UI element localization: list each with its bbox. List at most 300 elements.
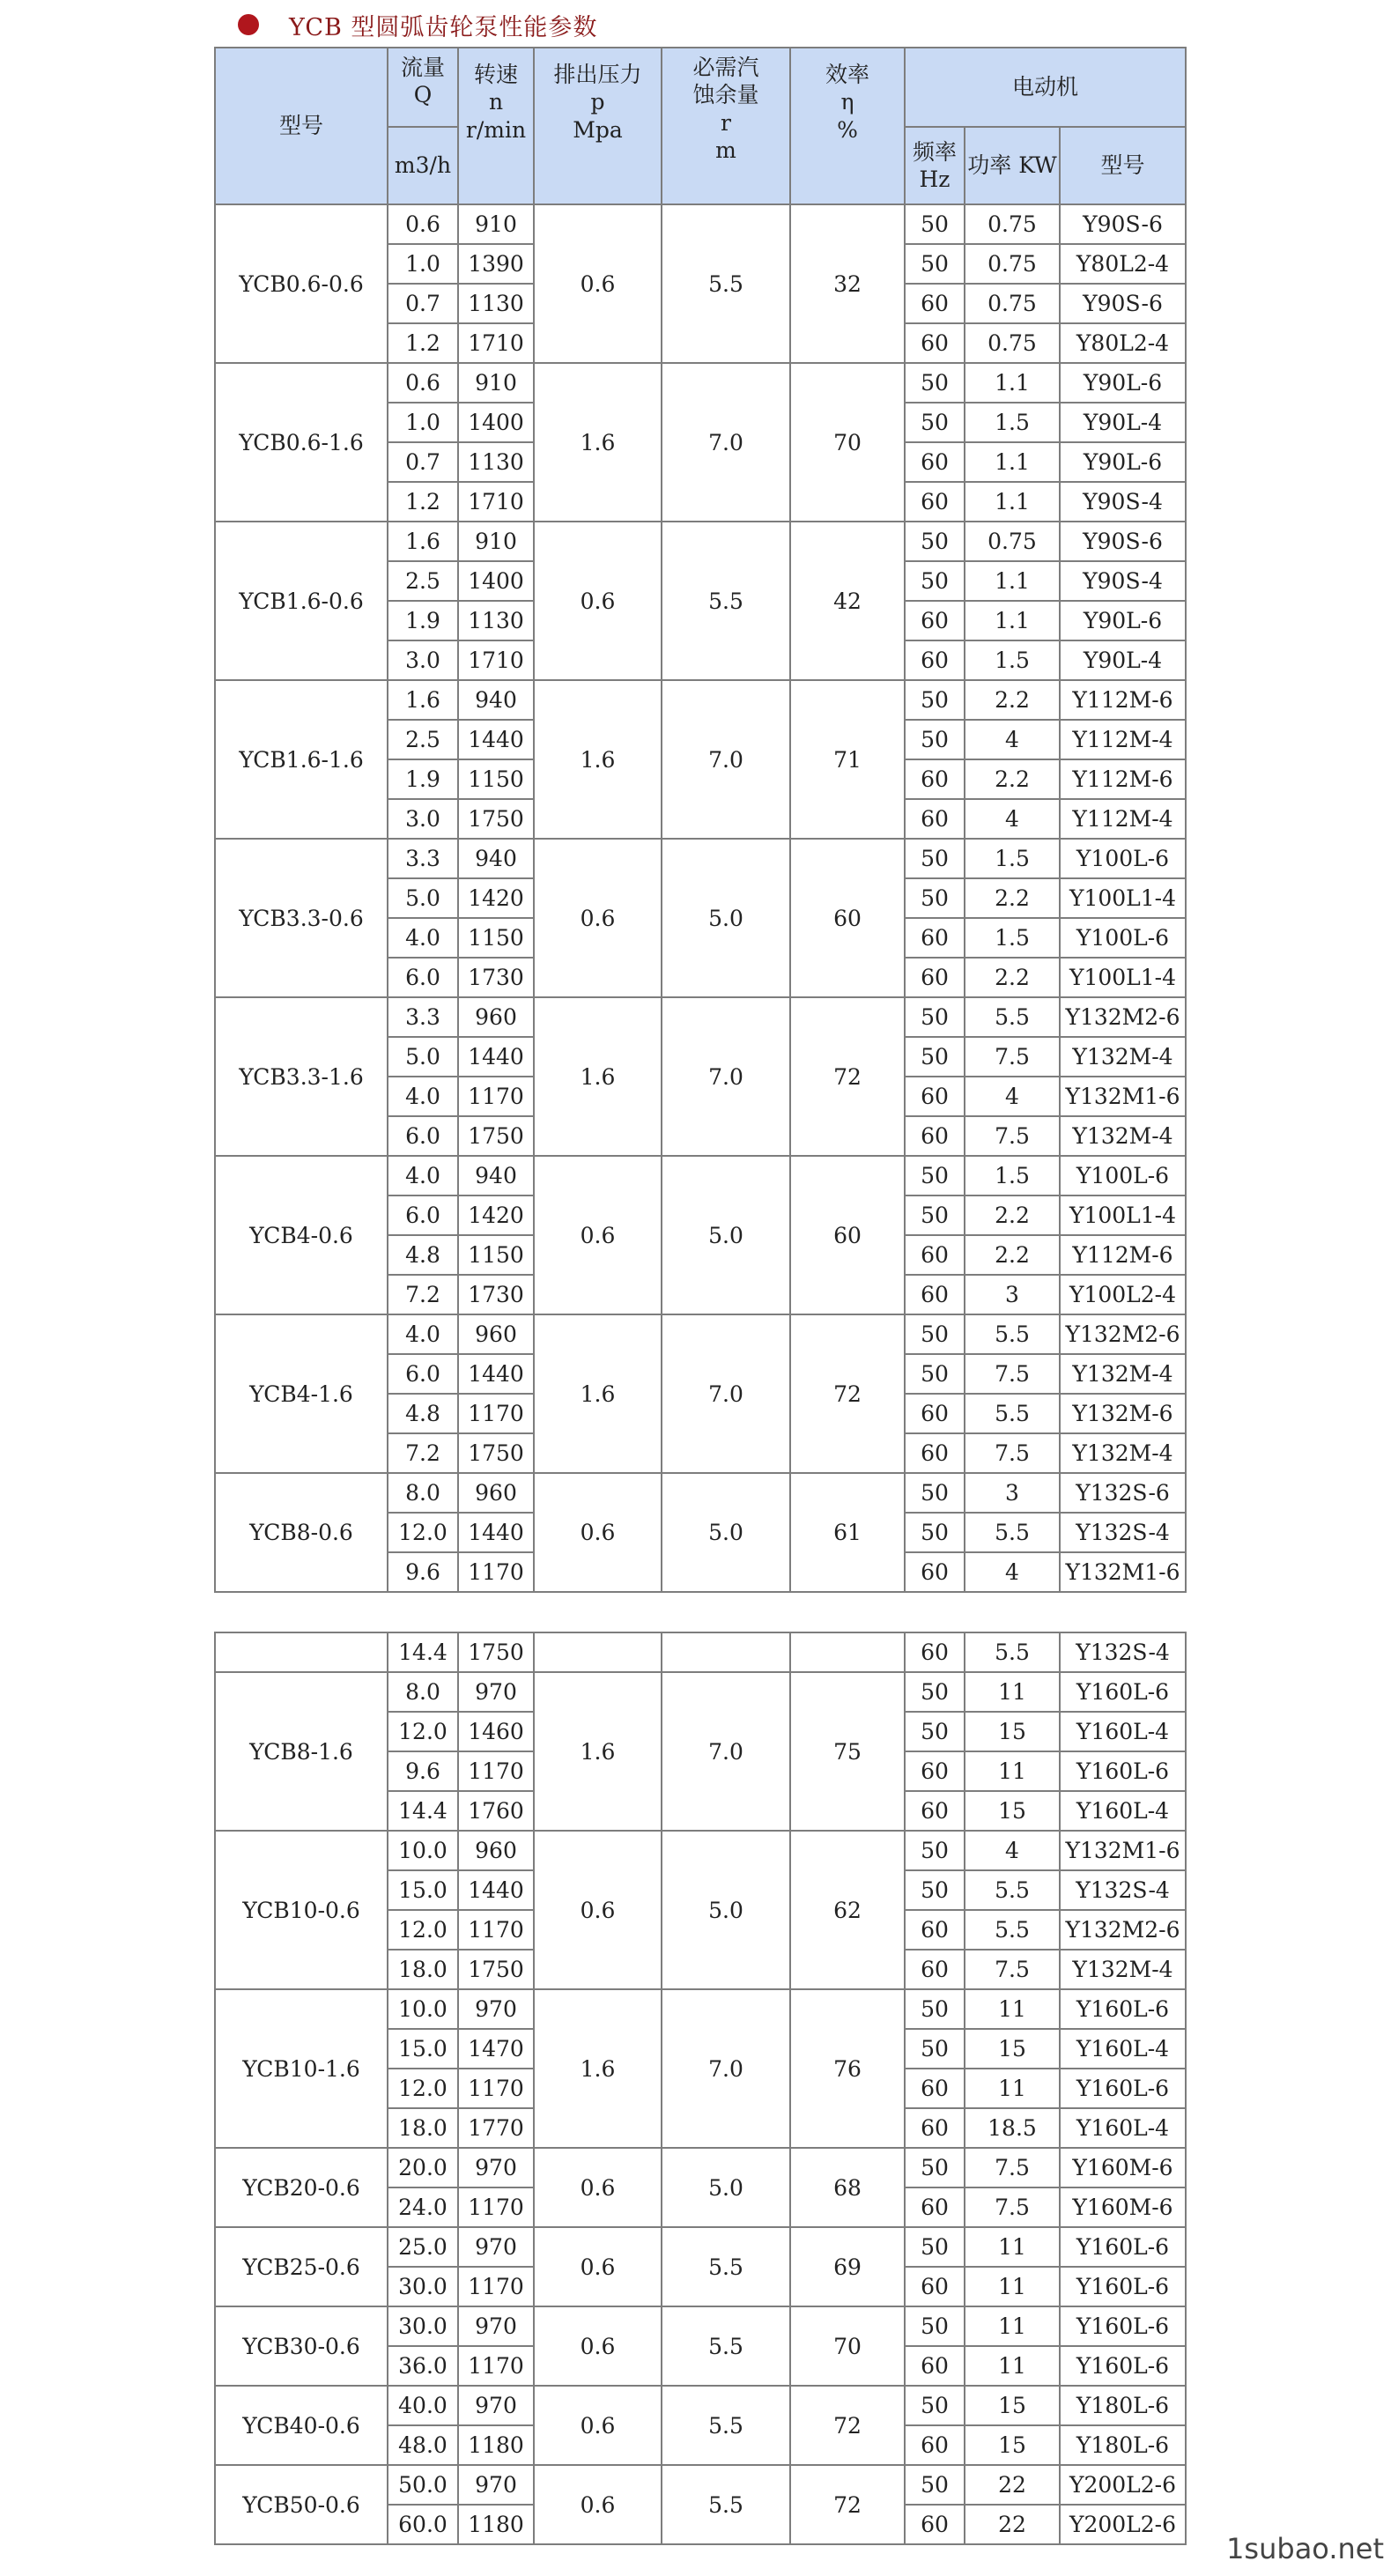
flow-cell: 7.2 (388, 1433, 458, 1473)
freq-cell: 50 (905, 720, 965, 759)
pressure-cell: 0.6 (534, 522, 662, 680)
motor-model-cell: Y90L-6 (1060, 363, 1186, 403)
speed-cell: 970 (458, 2227, 534, 2267)
table-row (215, 522, 1186, 561)
npsh-cell: 7.0 (662, 997, 790, 1156)
flow-cell: 1.9 (388, 601, 458, 640)
flow-cell: 0.7 (388, 442, 458, 482)
motor-model-cell: Y160L-4 (1060, 1791, 1186, 1831)
table-row (215, 1156, 1186, 1195)
table-row (215, 204, 1186, 244)
flow-cell: 25.0 (388, 2227, 458, 2267)
flow-cell: 4.0 (388, 918, 458, 958)
pressure-cell: 1.6 (534, 1672, 662, 1831)
motor-model-cell: Y132M1-6 (1060, 1831, 1186, 1870)
speed-cell: 970 (458, 1672, 534, 1712)
speed-cell: 1170 (458, 2267, 534, 2306)
power-cell: 5.5 (965, 997, 1060, 1037)
freq-cell: 60 (905, 1632, 965, 1672)
freq-cell: 60 (905, 601, 965, 640)
power-cell: 11 (965, 1989, 1060, 2029)
flow-cell: 18.0 (388, 2108, 458, 2148)
freq-cell: 60 (905, 2069, 965, 2108)
speed-cell: 1150 (458, 759, 534, 799)
efficiency-cell: 62 (790, 1831, 905, 1989)
speed-cell: 970 (458, 2465, 534, 2505)
header-power: 功率 KW (965, 127, 1060, 204)
speed-cell: 1750 (458, 799, 534, 839)
flow-cell: 3.0 (388, 799, 458, 839)
flow-cell: 9.6 (388, 1552, 458, 1592)
flow-cell: 1.0 (388, 244, 458, 284)
model-cell: YCB0.6-1.6 (215, 363, 388, 522)
model-cell: YCB30-0.6 (215, 2306, 388, 2386)
freq-cell: 50 (905, 1473, 965, 1513)
freq-cell: 60 (905, 1910, 965, 1950)
power-cell: 11 (965, 2267, 1060, 2306)
freq-cell: 50 (905, 680, 965, 720)
flow-cell: 12.0 (388, 2069, 458, 2108)
header-speed-unit: r/min (465, 116, 527, 143)
speed-cell: 1710 (458, 482, 534, 522)
power-cell: 2.2 (965, 680, 1060, 720)
power-cell: 5.5 (965, 1870, 1060, 1910)
speed-cell: 1170 (458, 2069, 534, 2108)
freq-cell: 50 (905, 363, 965, 403)
flow-cell: 12.0 (388, 1910, 458, 1950)
flow-cell: 9.6 (388, 1751, 458, 1791)
empty-cell (534, 1632, 662, 1672)
flow-cell: 8.0 (388, 1672, 458, 1712)
speed-cell: 1730 (458, 1275, 534, 1314)
power-cell: 5.5 (965, 1314, 1060, 1354)
freq-cell: 50 (905, 1195, 965, 1235)
flow-cell: 2.5 (388, 720, 458, 759)
flow-cell: 7.2 (388, 1275, 458, 1314)
freq-cell: 60 (905, 1116, 965, 1156)
motor-model-cell: Y200L2-6 (1060, 2505, 1186, 2544)
motor-model-cell: Y132M2-6 (1060, 1314, 1186, 1354)
power-cell: 5.5 (965, 1513, 1060, 1552)
motor-model-cell: Y160L-6 (1060, 1751, 1186, 1791)
speed-cell: 1130 (458, 284, 534, 323)
header-flow-label: 流量 (400, 55, 445, 80)
npsh-cell: 5.0 (662, 2148, 790, 2227)
title-bar (238, 7, 597, 42)
power-cell: 7.5 (965, 1950, 1060, 1989)
header-speed-symbol: n (488, 89, 504, 115)
power-cell: 1.5 (965, 839, 1060, 878)
efficiency-cell: 69 (790, 2227, 905, 2306)
flow-cell: 0.7 (388, 284, 458, 323)
npsh-cell: 5.5 (662, 2465, 790, 2544)
speed-cell: 1170 (458, 2187, 534, 2227)
speed-cell: 940 (458, 680, 534, 720)
pressure-cell: 1.6 (534, 1314, 662, 1473)
header-pressure (534, 48, 662, 204)
freq-cell: 60 (905, 1275, 965, 1314)
freq-cell: 60 (905, 1950, 965, 1989)
flow-cell: 8.0 (388, 1473, 458, 1513)
freq-cell: 60 (905, 1552, 965, 1592)
motor-model-cell: Y90S-6 (1060, 284, 1186, 323)
speed-cell: 1130 (458, 601, 534, 640)
speed-cell: 1170 (458, 1751, 534, 1791)
flow-cell: 24.0 (388, 2187, 458, 2227)
flow-cell: 5.0 (388, 878, 458, 918)
power-cell: 22 (965, 2465, 1060, 2505)
flow-cell: 14.4 (388, 1632, 458, 1672)
pressure-cell: 0.6 (534, 1831, 662, 1989)
table-row (215, 1632, 1186, 1672)
freq-cell: 60 (905, 482, 965, 522)
freq-cell: 50 (905, 1712, 965, 1751)
power-cell: 1.5 (965, 403, 1060, 442)
power-cell: 0.75 (965, 244, 1060, 284)
freq-cell: 50 (905, 1870, 965, 1910)
npsh-cell: 5.5 (662, 2227, 790, 2306)
speed-cell: 970 (458, 2386, 534, 2425)
power-cell: 11 (965, 2069, 1060, 2108)
motor-model-cell: Y160L-6 (1060, 1989, 1186, 2029)
flow-cell: 6.0 (388, 1116, 458, 1156)
flow-cell: 3.3 (388, 997, 458, 1037)
motor-model-cell: Y80L2-4 (1060, 323, 1186, 363)
freq-cell: 50 (905, 1831, 965, 1870)
speed-cell: 1760 (458, 1791, 534, 1831)
power-cell: 2.2 (965, 759, 1060, 799)
speed-cell: 1170 (458, 2346, 534, 2386)
flow-cell: 1.9 (388, 759, 458, 799)
speed-cell: 960 (458, 1314, 534, 1354)
motor-model-cell: Y90L-6 (1060, 601, 1186, 640)
speed-cell: 1440 (458, 720, 534, 759)
flow-cell: 4.8 (388, 1394, 458, 1433)
flow-cell: 0.6 (388, 204, 458, 244)
flow-cell: 3.3 (388, 839, 458, 878)
table-row (215, 1989, 1186, 2029)
table-row (215, 1473, 1186, 1513)
motor-model-cell: Y160L-6 (1060, 2069, 1186, 2108)
flow-cell: 4.0 (388, 1077, 458, 1116)
motor-model-cell: Y112M-6 (1060, 680, 1186, 720)
power-cell: 15 (965, 2425, 1060, 2465)
pressure-cell: 1.6 (534, 680, 662, 839)
motor-model-cell: Y160L-6 (1060, 1672, 1186, 1712)
freq-cell: 60 (905, 1394, 965, 1433)
efficiency-cell: 72 (790, 2465, 905, 2544)
flow-cell: 40.0 (388, 2386, 458, 2425)
model-cell: YCB50-0.6 (215, 2465, 388, 2544)
npsh-cell: 5.5 (662, 2386, 790, 2465)
freq-cell: 50 (905, 522, 965, 561)
freq-cell: 50 (905, 2227, 965, 2267)
model-cell: YCB10-1.6 (215, 1989, 388, 2148)
flow-cell: 2.5 (388, 561, 458, 601)
bullet-icon (238, 14, 259, 35)
motor-model-cell: Y200L2-6 (1060, 2465, 1186, 2505)
speed-cell: 1180 (458, 2505, 534, 2544)
freq-cell: 50 (905, 1989, 965, 2029)
header-efficiency-unit: % (837, 116, 858, 143)
speed-cell: 910 (458, 363, 534, 403)
power-cell: 1.1 (965, 482, 1060, 522)
freq-cell: 50 (905, 244, 965, 284)
npsh-cell: 7.0 (662, 1672, 790, 1831)
speed-cell: 1440 (458, 1037, 534, 1077)
table-row (215, 2306, 1186, 2346)
power-cell: 11 (965, 2346, 1060, 2386)
header-npsh-unit: m (715, 137, 736, 163)
freq-cell: 60 (905, 284, 965, 323)
motor-model-cell: Y132S-6 (1060, 1473, 1186, 1513)
speed-cell: 1170 (458, 1910, 534, 1950)
power-cell: 1.1 (965, 561, 1060, 601)
flow-cell: 4.0 (388, 1314, 458, 1354)
model-cell: YCB10-0.6 (215, 1831, 388, 1989)
motor-model-cell: Y100L1-4 (1060, 958, 1186, 997)
npsh-cell: 7.0 (662, 1314, 790, 1473)
freq-cell: 50 (905, 997, 965, 1037)
table-row (215, 2386, 1186, 2425)
motor-model-cell: Y112M-4 (1060, 799, 1186, 839)
motor-model-cell: Y160L-4 (1060, 1712, 1186, 1751)
speed-cell: 1710 (458, 640, 534, 680)
header-pressure-symbol: p (590, 89, 605, 115)
model-cell: YCB8-0.6 (215, 1473, 388, 1592)
flow-cell: 1.2 (388, 482, 458, 522)
power-cell: 1.5 (965, 1156, 1060, 1195)
freq-cell: 60 (905, 2425, 965, 2465)
speed-cell: 1440 (458, 1513, 534, 1552)
motor-model-cell: Y160L-6 (1060, 2306, 1186, 2346)
efficiency-cell: 42 (790, 522, 905, 680)
flow-cell: 6.0 (388, 1354, 458, 1394)
flow-cell: 1.6 (388, 522, 458, 561)
speed-cell: 1750 (458, 1116, 534, 1156)
table-row (215, 680, 1186, 720)
flow-cell: 60.0 (388, 2505, 458, 2544)
power-cell: 3 (965, 1473, 1060, 1513)
flow-cell: 10.0 (388, 1989, 458, 2029)
table-row (215, 1672, 1186, 1712)
speed-cell: 1150 (458, 918, 534, 958)
flow-cell: 36.0 (388, 2346, 458, 2386)
efficiency-cell: 70 (790, 363, 905, 522)
power-cell: 4 (965, 799, 1060, 839)
motor-model-cell: Y90L-4 (1060, 403, 1186, 442)
npsh-cell: 5.5 (662, 2306, 790, 2386)
power-cell: 7.5 (965, 1433, 1060, 1473)
speed-cell: 1400 (458, 561, 534, 601)
table-row (215, 1831, 1186, 1870)
flow-cell: 14.4 (388, 1791, 458, 1831)
empty-cell (215, 1632, 388, 1672)
spec-table-2 (214, 1632, 1187, 2545)
flow-cell: 12.0 (388, 1513, 458, 1552)
motor-model-cell: Y160M-6 (1060, 2187, 1186, 2227)
motor-model-cell: Y90S-6 (1060, 522, 1186, 561)
speed-cell: 1750 (458, 1433, 534, 1473)
model-cell: YCB3.3-1.6 (215, 997, 388, 1156)
pressure-cell: 1.6 (534, 997, 662, 1156)
spec-table-1 (214, 47, 1187, 1593)
model-cell: YCB40-0.6 (215, 2386, 388, 2465)
motor-model-cell: Y132M-4 (1060, 1433, 1186, 1473)
motor-model-cell: Y112M-6 (1060, 759, 1186, 799)
npsh-cell: 5.5 (662, 522, 790, 680)
header-pressure-label: 排出压力 (553, 62, 642, 87)
efficiency-cell: 32 (790, 204, 905, 363)
motor-model-cell: Y132M2-6 (1060, 997, 1186, 1037)
power-cell: 5.5 (965, 1394, 1060, 1433)
header-npsh (662, 48, 790, 204)
motor-model-cell: Y160L-6 (1060, 2227, 1186, 2267)
motor-model-cell: Y132M-4 (1060, 1037, 1186, 1077)
speed-cell: 970 (458, 2306, 534, 2346)
power-cell: 18.5 (965, 2108, 1060, 2148)
motor-model-cell: Y160L-6 (1060, 2267, 1186, 2306)
header-pressure-unit: Mpa (573, 116, 623, 143)
npsh-cell: 5.0 (662, 1156, 790, 1314)
power-cell: 11 (965, 1751, 1060, 1791)
flow-cell: 20.0 (388, 2148, 458, 2187)
npsh-cell: 5.0 (662, 1831, 790, 1989)
freq-cell: 60 (905, 1077, 965, 1116)
flow-cell: 1.6 (388, 680, 458, 720)
flow-cell: 4.8 (388, 1235, 458, 1275)
motor-model-cell: Y132M1-6 (1060, 1077, 1186, 1116)
power-cell: 2.2 (965, 878, 1060, 918)
efficiency-cell: 70 (790, 2306, 905, 2386)
header-freq (905, 127, 965, 204)
table-body-2 (215, 1632, 1186, 2544)
npsh-cell: 5.5 (662, 204, 790, 363)
speed-cell: 1440 (458, 1354, 534, 1394)
motor-model-cell: Y90L-4 (1060, 640, 1186, 680)
power-cell: 0.75 (965, 284, 1060, 323)
efficiency-cell: 76 (790, 1989, 905, 2148)
flow-cell: 3.0 (388, 640, 458, 680)
power-cell: 15 (965, 1712, 1060, 1751)
power-cell: 0.75 (965, 204, 1060, 244)
table-row (215, 1314, 1186, 1354)
freq-cell: 50 (905, 2306, 965, 2346)
flow-cell: 1.0 (388, 403, 458, 442)
motor-model-cell: Y132M-4 (1060, 1354, 1186, 1394)
speed-cell: 1130 (458, 442, 534, 482)
speed-cell: 1440 (458, 1870, 534, 1910)
npsh-cell: 7.0 (662, 363, 790, 522)
header-npsh-label-2: 蚀余量 (692, 82, 759, 108)
freq-cell: 60 (905, 918, 965, 958)
header-npsh-label-1: 必需汽 (692, 55, 759, 80)
header-flow (388, 48, 458, 127)
flow-cell: 15.0 (388, 2029, 458, 2069)
freq-cell: 50 (905, 1314, 965, 1354)
motor-model-cell: Y132M1-6 (1060, 1552, 1186, 1592)
freq-cell: 50 (905, 878, 965, 918)
power-cell: 4 (965, 1552, 1060, 1592)
power-cell: 11 (965, 1672, 1060, 1712)
freq-cell: 60 (905, 958, 965, 997)
freq-cell: 50 (905, 2465, 965, 2505)
freq-cell: 60 (905, 640, 965, 680)
freq-cell: 50 (905, 2029, 965, 2069)
header-flow-symbol: Q (413, 82, 433, 108)
speed-cell: 1180 (458, 2425, 534, 2465)
header-speed (458, 48, 534, 204)
power-cell: 7.5 (965, 1116, 1060, 1156)
speed-cell: 1750 (458, 1632, 534, 1672)
efficiency-cell: 60 (790, 1156, 905, 1314)
npsh-cell: 7.0 (662, 680, 790, 839)
speed-cell: 910 (458, 522, 534, 561)
power-cell: 5.5 (965, 1632, 1060, 1672)
model-cell: YCB1.6-1.6 (215, 680, 388, 839)
freq-cell: 50 (905, 204, 965, 244)
speed-cell: 1770 (458, 2108, 534, 2148)
motor-model-cell: Y132S-4 (1060, 1632, 1186, 1672)
speed-cell: 1390 (458, 244, 534, 284)
flow-cell: 6.0 (388, 958, 458, 997)
flow-cell: 12.0 (388, 1712, 458, 1751)
motor-model-cell: Y160M-6 (1060, 2148, 1186, 2187)
motor-model-cell: Y100L-6 (1060, 839, 1186, 878)
power-cell: 22 (965, 2505, 1060, 2544)
model-cell: YCB25-0.6 (215, 2227, 388, 2306)
empty-cell (662, 1632, 790, 1672)
speed-cell: 970 (458, 2148, 534, 2187)
power-cell: 15 (965, 2386, 1060, 2425)
speed-cell: 960 (458, 1473, 534, 1513)
motor-model-cell: Y100L2-4 (1060, 1275, 1186, 1314)
motor-model-cell: Y112M-6 (1060, 1235, 1186, 1275)
table-body-1 (215, 204, 1186, 1592)
freq-cell: 50 (905, 1513, 965, 1552)
power-cell: 4 (965, 1831, 1060, 1870)
freq-cell: 50 (905, 1354, 965, 1394)
header-freq-label: 频率 (912, 138, 957, 165)
efficiency-cell: 61 (790, 1473, 905, 1592)
freq-cell: 50 (905, 1037, 965, 1077)
power-cell: 2.2 (965, 1195, 1060, 1235)
speed-cell: 1170 (458, 1394, 534, 1433)
power-cell: 5.5 (965, 1910, 1060, 1950)
speed-cell: 960 (458, 997, 534, 1037)
freq-cell: 60 (905, 323, 965, 363)
freq-cell: 60 (905, 759, 965, 799)
table-row (215, 2148, 1186, 2187)
header-speed-label: 转速 (473, 62, 518, 87)
power-cell: 1.1 (965, 601, 1060, 640)
power-cell: 2.2 (965, 958, 1060, 997)
efficiency-cell: 60 (790, 839, 905, 997)
power-cell: 4 (965, 720, 1060, 759)
speed-cell: 1420 (458, 878, 534, 918)
freq-cell: 60 (905, 2267, 965, 2306)
power-cell: 3 (965, 1275, 1060, 1314)
motor-model-cell: Y132S-4 (1060, 1513, 1186, 1552)
motor-model-cell: Y90S-4 (1060, 561, 1186, 601)
motor-model-cell: Y90L-6 (1060, 442, 1186, 482)
pressure-cell: 0.6 (534, 839, 662, 997)
model-cell: YCB4-0.6 (215, 1156, 388, 1314)
freq-cell: 60 (905, 2187, 965, 2227)
model-cell: YCB1.6-0.6 (215, 522, 388, 680)
header-motor-model: 型号 (1060, 127, 1186, 204)
motor-model-cell: Y132M-4 (1060, 1950, 1186, 1989)
